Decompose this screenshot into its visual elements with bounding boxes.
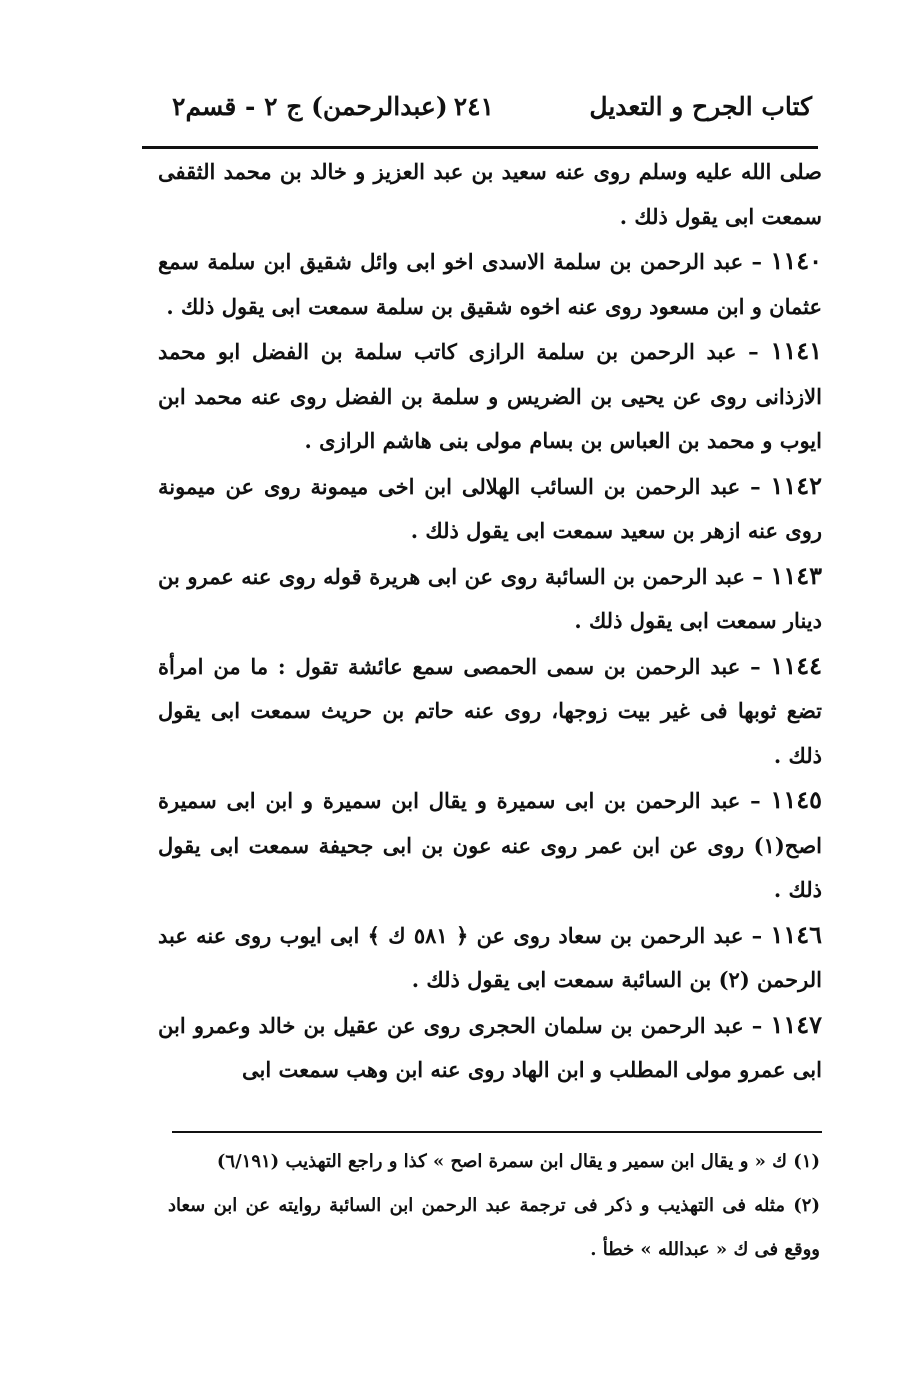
entry-1145: ١١٤٥ – عبد الرحمن بن ابى سميرة و يقال ابن سميرة و ابن ابى سميرة اصح(١) روى عن ابن عمر روى عنه عون بن ابى جحيفة سمعت ابى يقول ذلك . [158, 785, 822, 902]
entry-1142: ١١٤٢ – عبد الرحمن بن السائب الهلالى ابن اخى ميمونة روى عن ميمونة روى عنه ازهر بن سعيد سمعت ابى يقول ذلك . [158, 470, 823, 543]
entry-text: عبد الرحمن بن سلمان الحجرى روى عن عقيل بن خالد وعمرو ابن ابى عمرو مولى المطلب و ابن الهاد روى عنه ابن وهب سمعت ابى [158, 1012, 822, 1082]
entry-text: عبد الرحمن بن سمى الحمصى سمع عائشة تقول : ما من امرأة تضع ثوبها فى غير بيت زوجها، روى عنه حاتم بن حريث سمعت ابى يقول ذلك . [158, 653, 822, 768]
footnote-1: (١) ك « و يقال ابن سمير و يقال ابن سمرة اصح » كذا و راجع التهذيب (٦/١٩١) [216, 1151, 820, 1172]
entry-text: عبد الرحمن بن السائبة روى عن ابى هريرة قوله روى عنه عمرو بن دينار سمعت ابى يقول ذلك . [158, 563, 822, 633]
entry-number: ١١٤٢ [770, 470, 823, 500]
entry-text: عبد الرحمن بن سلمة الرازى كاتب سلمة بن الفضل ابو محمد الازذانى روى عن يحيى بن الضريس و سلمة بن الفضل روى عنه محمد ابن ايوب و محمد بن العباس بن بسام مولى بنى هاشم الرازى . [158, 339, 822, 453]
entry-1147: ١١٤٧ – عبد الرحمن بن سلمان الحجرى روى عن عقيل بن خالد وعمرو ابن ابى عمرو مولى المطلب و ابن الهاد روى عنه ابن وهب سمعت ابى [158, 1009, 823, 1082]
body-text [158, 150, 822, 1093]
entry-text: عبد الرحمن بن السائب الهلالى ابن اخى ميمونة روى عن ميمونة روى عنه ازهر بن سعيد سمعت ابى يقول ذلك . [158, 473, 822, 543]
entry-1144: ١١٤٤ – عبد الرحمن بن سمى الحمصى سمع عائشة تقول : ما من امرأة تضع ثوبها فى غير بيت زوجها، روى عنه حاتم بن حريث سمعت ابى يقول ذلك . [158, 650, 822, 768]
entry-number: ١١٤١ [770, 336, 822, 365]
page-number: ٢٤١ [453, 92, 494, 121]
entry-1146: ١١٤٦ – عبد الرحمن بن سعاد روى عن ﴿ ٥٨١ ك ﴾ ابى ايوب روى عنه عبد الرحمن (٢) بن السائبة سمعت ابى يقول ذلك . [158, 919, 822, 992]
entry-1141: ١١٤١ – عبد الرحمن بن سلمة الرازى كاتب سلمة بن الفضل ابو محمد الازذانى روى عن يحيى بن الضريس و سلمة بن الفضل روى عنه محمد ابن ايوب و محمد بن العباس بن بسام مولى بنى هاشم الرازى . [158, 336, 822, 453]
entry-text: عبد الرحمن بن سلمة الاسدى اخو ابى وائل شقيق ابن سلمة سمع عثمان و ابن مسعود روى عنه اخوه شقيق بن سلمة سمعت ابى يقول ذلك . [158, 249, 822, 319]
entry-number: ١١٤٤ [770, 650, 822, 680]
footnotes [168, 1140, 820, 1272]
entry-number: ١١٤٥ [770, 785, 822, 814]
entry-number: ١١٤٦ [770, 919, 822, 949]
entry-1140: ١١٤٠ – عبد الرحمن بن سلمة الاسدى اخو ابى وائل شقيق ابن سلمة سمع عثمان و ابن مسعود روى عنه اخوه شقيق بن سلمة سمعت ابى يقول ذلك . [158, 246, 822, 319]
entry-text: عبد الرحمن بن سعاد روى عن ﴿ ٥٨١ ك ﴾ ابى ايوب روى عنه عبد الرحمن (٢) بن السائبة سمعت ابى يقول ذلك . [158, 922, 822, 992]
entry-text: عبد الرحمن بن ابى سميرة و يقال ابن سميرة و ابن ابى سميرة اصح(١) روى عن ابن عمر روى عنه عون بن ابى جحيفة سمعت ابى يقول ذلك . [158, 788, 822, 902]
book-title: كتاب الجرح و التعديل [589, 92, 812, 121]
page-header [172, 86, 812, 136]
entry-continuation [158, 150, 822, 239]
footnote-rule [172, 1131, 822, 1133]
entry-text: صلى الله عليه وسلم روى عنه سعيد بن عبد العزيز و خالد بن محمد الثقفى سمعت ابى يقول ذلك . [158, 159, 822, 229]
entry-number: ١١٤٧ [770, 1009, 823, 1039]
entry-number: ١١٤٠ [770, 246, 822, 275]
section-label: (عبدالرحمن) ج ٢ - قسم٢ [172, 92, 448, 121]
header-rule [142, 146, 818, 149]
entry-number: ١١٤٣ [770, 560, 823, 590]
entry-1143: ١١٤٣ – عبد الرحمن بن السائبة روى عن ابى هريرة قوله روى عنه عمرو بن دينار سمعت ابى يقول ذلك . [158, 560, 823, 633]
footnote-2: (٢) مثله فى التهذيب و ذكر فى ترجمة عبد الرحمن ابن السائبة روايته عن ابن سعاد ووقع فى ك « عبدالله » خطأ . [168, 1195, 820, 1260]
